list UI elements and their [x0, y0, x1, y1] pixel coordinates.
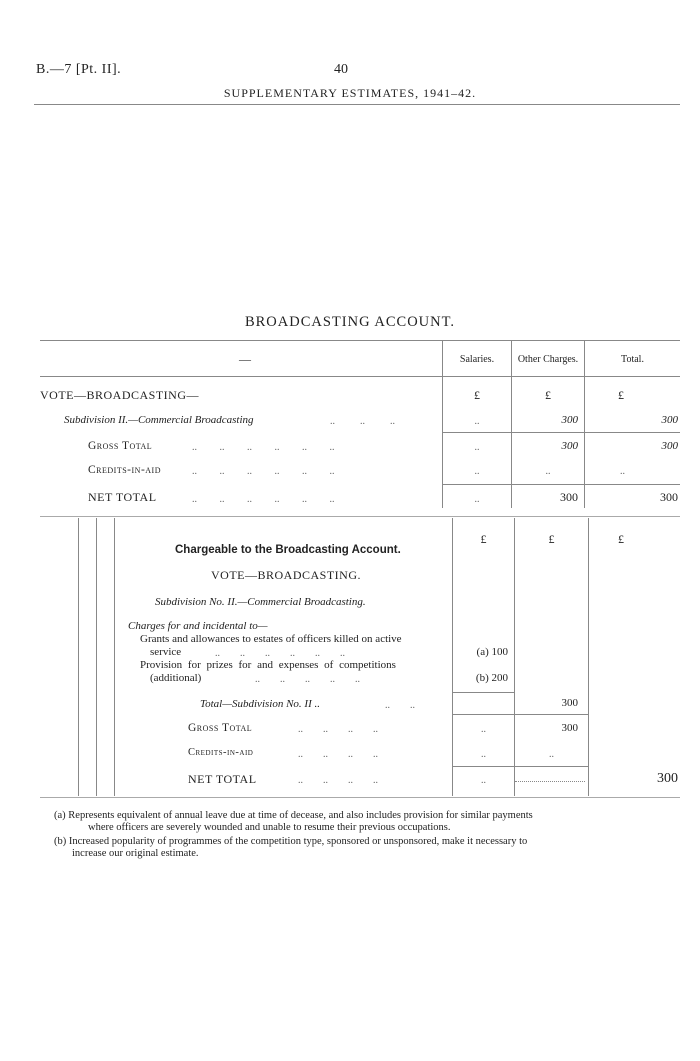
footnote-a-line-2: where officers are severely wounded and unable to resume their previous occupations.: [88, 822, 451, 833]
item-prizes-line-1: Provision for prizes for and expenses of competitions: [140, 659, 396, 671]
item-prizes-value: (b) 200: [475, 672, 508, 684]
leader-dots: .. .. .. ..: [298, 724, 378, 735]
footnote-b-line-1: (b) Increased popularity of programmes of the competition type, sponsored or unsponsored, make it necessary to: [54, 836, 528, 847]
footnote-a-line-1: (a) Represents equivalent of annual leave due at time of decease, and also includes provision for similar payments: [54, 810, 533, 821]
net-total-value: 300: [660, 490, 678, 504]
vote-label: VOTE—BROADCASTING—: [40, 388, 199, 402]
detail-vote: VOTE—BROADCASTING.: [211, 568, 361, 582]
detail-credits-salaries: ..: [481, 749, 486, 760]
page-number: 40: [334, 62, 348, 77]
detail-left-margin-line-2: [96, 518, 97, 796]
detail-gross-value: 300: [561, 722, 578, 734]
subdivision-prefix: Subdivision II.: [64, 414, 129, 426]
gross-salaries: ..: [474, 442, 480, 453]
leader-dots: .. .. .. .. .. ..: [192, 494, 335, 505]
detail-net-total-label: NET TOTAL: [188, 772, 257, 786]
detail-currency-salaries: £: [480, 532, 487, 546]
header-rule: [34, 104, 680, 105]
credits-in-aid-label: Credits-in-aid: [88, 464, 161, 476]
detail-net-value: 300: [657, 771, 678, 786]
detail-credits-other: ..: [549, 749, 554, 760]
currency-salaries: £: [474, 388, 480, 402]
net-other: 300: [560, 490, 578, 504]
detail-credits-label: Credits-in-aid: [188, 747, 254, 758]
currency-total: £: [618, 388, 624, 402]
credits-underline: [443, 484, 680, 485]
leader-dots: .. .. .. .. .. ..: [192, 466, 335, 477]
detail-currency-total: £: [618, 532, 624, 546]
column-header-other-charges: Other Charges.: [517, 354, 579, 365]
column-header-total: Total.: [621, 354, 644, 365]
detail-bottom-rule: [40, 797, 680, 798]
detail-col-divider-3: [588, 518, 589, 796]
leader-dots: .. .. .. .. ..: [255, 674, 360, 685]
detail-net-salaries: ..: [481, 775, 486, 786]
footnote-b-line-2: increase our original estimate.: [72, 848, 199, 859]
leader-dots: .. .. .. ..: [298, 775, 378, 786]
subdivision-total: 300: [661, 414, 678, 426]
gross-total-value: 300: [661, 440, 678, 452]
gross-total-label: Gross Total: [88, 440, 153, 452]
page-header-title: SUPPLEMENTARY ESTIMATES, 1941–42.: [223, 86, 477, 100]
credits-salaries: ..: [474, 466, 480, 477]
detail-subdivision: Subdivision No. II.—Commercial Broadcasting.: [155, 596, 366, 608]
subdivision-total-label: Total—Subdivision No. II ..: [200, 698, 320, 710]
section-title: BROADCASTING ACCOUNT.: [244, 314, 456, 330]
credits-other: ..: [545, 466, 551, 477]
leader-dots: .. .. .. .. .. ..: [192, 442, 335, 453]
total-underline: [453, 714, 588, 715]
net-salaries: ..: [474, 494, 480, 505]
detail-gross-salaries: ..: [481, 724, 486, 735]
items-underline: [453, 692, 514, 693]
net-dotted-line: [515, 781, 585, 782]
leader-dots: .. .. .. ..: [298, 749, 378, 760]
subdivision-other: 300: [561, 414, 578, 426]
leader-dots: .. .. ..: [330, 416, 395, 427]
leader-dots: .. ..: [385, 700, 415, 711]
credits-underline-detail: [453, 766, 588, 767]
detail-left-margin-line-1: [78, 518, 79, 796]
item-grants-line-1: Grants and allowances to estates of officers killed on active: [140, 633, 402, 645]
detail-gross-total-label: Gross Total: [188, 722, 253, 734]
subdivision-salaries: ..: [474, 416, 480, 427]
item-grants-line-2: service: [150, 646, 182, 658]
detail-heading: Chargeable to the Broadcasting Account.: [175, 544, 401, 556]
detail-left-margin-line-3: [114, 518, 115, 796]
leader-dots: .. .. .. .. .. ..: [215, 648, 345, 659]
item-grants-value: (a) 100: [476, 646, 508, 658]
subdivision-total-value: 300: [561, 697, 578, 709]
gross-other: 300: [561, 440, 578, 452]
column-header-salaries: Salaries.: [459, 354, 495, 365]
currency-other: £: [545, 388, 551, 402]
column-header-dash: —: [239, 352, 251, 366]
detail-currency-other: £: [548, 532, 555, 546]
credits-total: ..: [620, 466, 625, 477]
subdivision-underline: [443, 432, 680, 433]
charges-heading: Charges for and incidental to—: [128, 620, 268, 632]
subdivision-name: —Commercial Broadcasting: [128, 414, 254, 426]
document-reference: B.—7 [Pt. II].: [36, 62, 122, 77]
subdivision-label: [64, 414, 254, 426]
summary-bottom-rule: [40, 516, 680, 517]
item-prizes-line-2: (additional): [150, 672, 202, 684]
net-total-label: NET TOTAL: [88, 490, 157, 504]
